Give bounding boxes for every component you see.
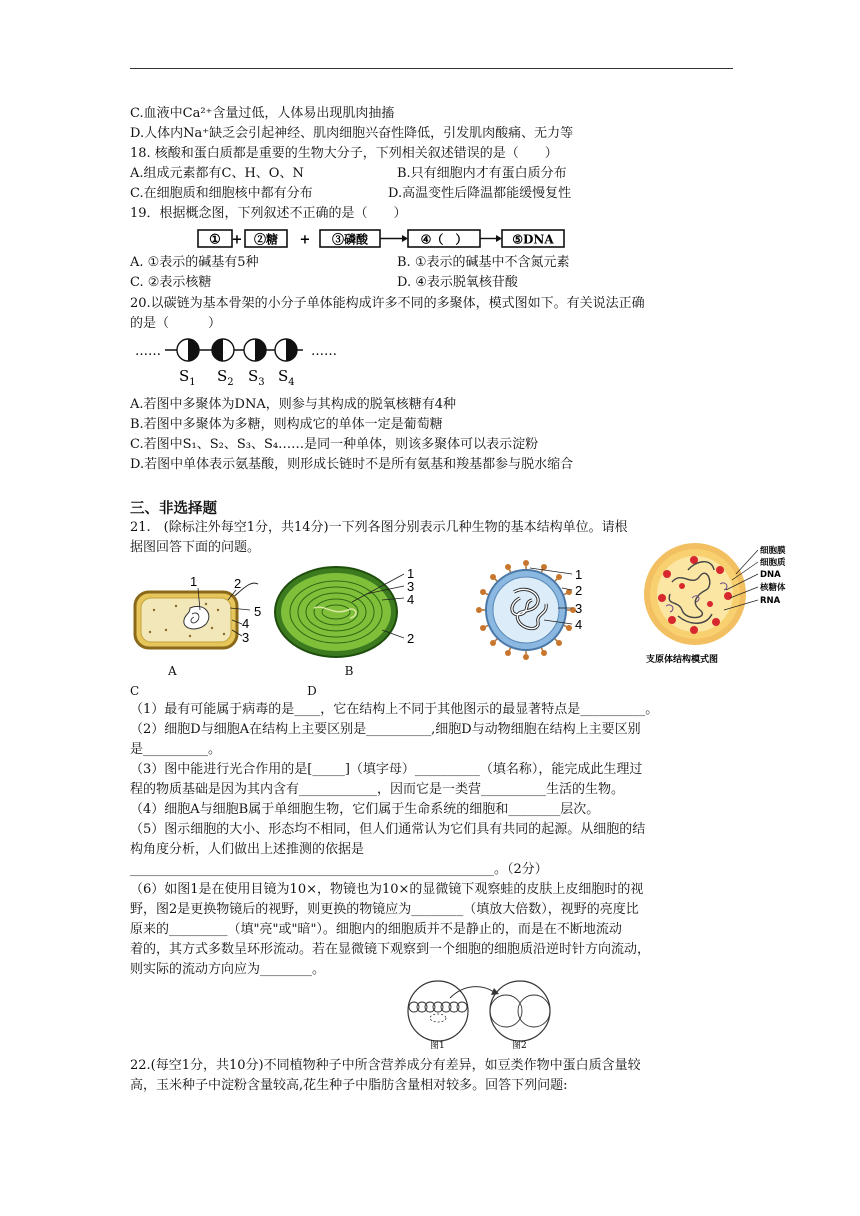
question-20: 20.以碳链为基本骨架的小分子单体能构成许多不同的多聚体，模式图如下。有关说法正确 xyxy=(130,296,645,311)
label-s4: $S_4$ xyxy=(278,367,295,388)
microscope-fields-figure xyxy=(402,980,562,1050)
option-20c: C.若图中S₁、S₂、S₃、S₄……是同一种单体，则该多聚体可以表示淀粉 xyxy=(130,437,539,452)
question-20-cont: 的是（ ） xyxy=(130,316,222,331)
section-heading-3: 三、非选择题 xyxy=(130,501,217,517)
label-s3: $S_3$ xyxy=(248,367,265,388)
option-19a: A. ①表示的碱基有5种 xyxy=(130,255,259,270)
q21-part3: （3）图中能进行光合作用的是[_____]（填字母）__________（填名称），能完成此生理过 xyxy=(130,762,643,777)
figure-captions-ab: A B xyxy=(168,664,354,678)
cm-box1: ① xyxy=(209,232,221,248)
q21-part6-cont4: 则实际的流动方向应为________。 xyxy=(130,962,326,977)
figure-a-bacterium xyxy=(132,570,272,658)
fig-b-label-3: 3 xyxy=(407,579,415,594)
fig-b-label-4: 4 xyxy=(407,592,415,607)
option-18d: D.高温变性后降温都能缓慢复性 xyxy=(388,186,572,201)
fig-a-label-5: 5 xyxy=(254,604,262,619)
fig-a-label-4: 4 xyxy=(242,616,250,631)
option-19b: B. ①表示的碱基中不含氮元素 xyxy=(397,255,570,270)
option-19c: C. ②表示核糖 xyxy=(130,275,212,290)
option-20a: A.若图中多聚体为DNA，则参与其构成的脱氧核糖有4种 xyxy=(130,397,456,412)
question-18: 18. 核酸和蛋白质都是重要的生物大分子，下列相关叙述错误的是（ ） xyxy=(130,146,558,161)
fig-a-label-1: 1 xyxy=(190,574,198,589)
fig-b-label-2: 2 xyxy=(407,631,415,646)
fig-d-label-cytoplasm: 细胞质 xyxy=(760,558,786,568)
fig-a-label-3: 3 xyxy=(242,630,250,645)
cm-box2: ②糖 xyxy=(253,232,279,247)
cm-plus2: + xyxy=(299,232,311,248)
fig-d-label-dna: DNA xyxy=(760,570,781,580)
fig-c-label-4: 4 xyxy=(575,617,583,632)
fig-b-label-1: 1 xyxy=(407,566,415,581)
figure-b-cyanobacterium xyxy=(270,564,422,664)
q21-part1: （1）最有可能属于病毒的是____，它在结构上不同于其他图示的最显著特点是__________。 xyxy=(130,702,659,717)
fig-d-caption: 支原体结构模式图 xyxy=(646,655,719,665)
q21-part5-cont: 构角度分析，人们做出上述推测的依据是 xyxy=(130,842,365,857)
cm-box4: ④（ ） xyxy=(420,232,468,247)
question-19: 19．根据概念图，下列叙述不正确的是（ ） xyxy=(130,206,407,221)
option-20d: D.若图中单体表示氨基酸，则形成长链时不是所有氨基和羧基都参与脱水缩合 xyxy=(130,457,574,472)
option-20b: B.若图中多聚体为多糖，则构成它的单体一定是葡萄糖 xyxy=(130,417,443,432)
q21-part5: （5）图示细胞的大小、形态均不相同，但人们通常认为它们具有共同的起源。从细胞的结 xyxy=(130,822,646,837)
concept-map xyxy=(195,227,575,251)
monomer-s2 xyxy=(212,339,234,361)
micro-fig2-label: 图2 xyxy=(512,1041,527,1050)
question-22: 22.(每空1分，共10分)不同植物种子中所含营养成分有差异，如豆类作物中蛋白质含量较 xyxy=(130,1058,641,1073)
q21-part6-cont2: 原来的_________（填"亮"或"暗"）。细胞内的细胞质并不是静止的，而是在不断地流动 xyxy=(130,922,622,937)
q21-part6: （6）如图1是在使用目镜为10×，物镜也为10×的显微镜下观察蛙的皮肤上皮细胞时的视 xyxy=(130,882,644,897)
q21-part4: （4）细胞A与细胞B属于单细胞生物，它们属于生命系统的细胞和________层次。 xyxy=(130,802,600,817)
cm-box3: ③磷酸 xyxy=(331,232,369,247)
option-18b: B.只有细胞内才有蛋白质分布 xyxy=(397,166,567,181)
fig-c-label-1: 1 xyxy=(575,567,583,582)
fig-d-label-rna: RNA xyxy=(760,596,781,606)
polymer-chain-diagram xyxy=(133,333,343,389)
question-21: 21. (除标注外每空1分，共14分)一下列各图分别表示几种生物的基本结构单位。请根 xyxy=(130,520,628,535)
label-s2: $S_2$ xyxy=(217,367,234,388)
monomer-s3 xyxy=(244,339,266,361)
q21-part2: （2）细胞D与细胞A在结构上主要区别是__________,细胞D与动物细胞在结构上主要区别 xyxy=(130,722,641,737)
q21-part3-cont: 程的物质基础是因为其内含有____________，因而它是一类营__________生活的生物。 xyxy=(130,782,625,797)
fig-a-label-2: 2 xyxy=(234,576,242,591)
cm-box5: ⑤DNA xyxy=(512,232,554,247)
figure-c-cell xyxy=(474,558,594,662)
header-rule xyxy=(130,68,733,69)
q21-part6-cont1: 野，图2是更换物镜后的视野，则更换的物镜应为________（填放大倍数），视野的亮度比 xyxy=(130,902,639,917)
option-17d: D.人体内Na⁺缺乏会引起神经、肌肉细胞兴奋性降低，引发肌肉酸痛、无力等 xyxy=(130,126,574,141)
fig-c-label-2: 2 xyxy=(575,583,583,598)
option-19d: D. ④表示脱氧核苷酸 xyxy=(397,275,518,290)
monomer-s1 xyxy=(177,339,199,361)
q21-part5-blank: ________________________________________________________。（2分） xyxy=(130,862,548,877)
label-s1: $S_1$ xyxy=(179,367,196,388)
micro-fig1-label: 图1 xyxy=(430,1041,445,1050)
monomer-s4 xyxy=(275,339,297,361)
q21-part6-cont3: 着的，其方式多数呈环形流动。若在显微镜下观察到一个细胞的细胞质沿逆时针方向流动， xyxy=(130,942,651,957)
fig-d-label-membrane: 细胞膜 xyxy=(760,546,786,556)
figure-d-mycoplasma xyxy=(642,540,794,668)
question-22-cont: 高，玉米种子中淀粉含量较高,花生种子中脂肪含量相对较多。回答下列问题: xyxy=(130,1078,568,1093)
q21-part2-cont: 是__________。 xyxy=(130,742,222,757)
option-17c: C.血液中Ca²⁺含量过低，人体易出现肌肉抽搐 xyxy=(130,106,395,121)
fig-d-label-ribosome: 核糖体 xyxy=(760,583,786,593)
chain-dots-left: …… xyxy=(135,344,161,359)
option-18c: C.在细胞质和细胞核中都有分布 xyxy=(130,186,313,201)
figure-captions-cd: C D xyxy=(130,684,317,698)
option-18a: A.组成元素都有C、H、O、N xyxy=(130,166,304,181)
question-21-cont: 据图回答下面的问题。 xyxy=(130,540,261,555)
chain-dots-right: …… xyxy=(311,344,337,359)
fig-c-label-3: 3 xyxy=(575,601,583,616)
cm-plus1: + xyxy=(231,232,243,248)
